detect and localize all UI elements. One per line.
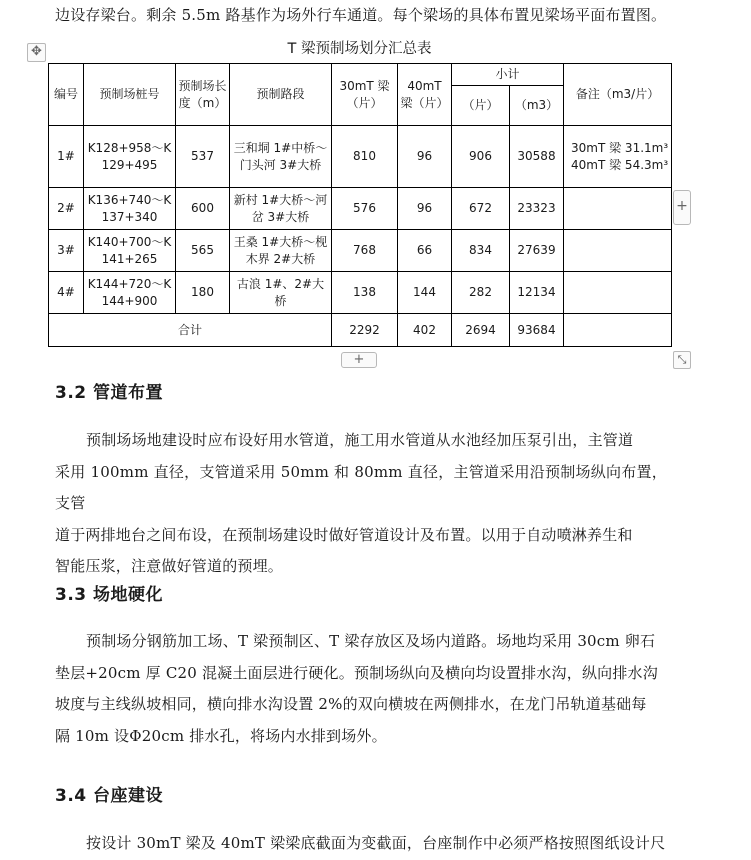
cell-beam40: 66 — [398, 230, 452, 272]
cell-length: 565 — [176, 230, 230, 272]
text-line: 预制场场地建设时应布设好用水管道，施工用水管道从水池经加压泵引出，主管道 — [86, 431, 634, 449]
total-beam30: 2292 — [332, 314, 398, 347]
header-row — [49, 64, 672, 86]
header-subtotal-m3: （m3） — [510, 86, 564, 126]
table-row — [49, 230, 672, 272]
cell-pcs: 672 — [452, 188, 510, 230]
cell-no: 3# — [49, 230, 84, 272]
section-heading: 3.3 场地硬化 — [55, 585, 164, 605]
cell-m3: 30588 — [510, 126, 564, 188]
header-station: 预制场桩号 — [84, 64, 176, 126]
cell-no: 1# — [49, 126, 84, 188]
total-note — [564, 314, 672, 347]
header-segment: 预制路段 — [230, 64, 332, 126]
note-line: 30mT 梁 31.1m³ — [571, 140, 669, 155]
cell-beam30: 576 — [332, 188, 398, 230]
cell-note — [564, 272, 672, 314]
text-line: 预制场分钢筋加工场、T 梁预制区、T 梁存放区及场内道路。场地均采用 30cm 卵石 — [86, 632, 656, 650]
cell-beam30: 138 — [332, 272, 398, 314]
summary-table — [48, 63, 672, 347]
section-heading: 3.2 管道布置 — [55, 383, 164, 403]
cell-m3: 27639 — [510, 230, 564, 272]
cell-beam40: 144 — [398, 272, 452, 314]
intro-paragraph: 边设存梁台。剩余 5.5m 路基作为场外行车通道。每个梁场的具体布置见梁场平面布置图。 — [55, 6, 667, 24]
cell-station: K140+700～K141+265 — [84, 230, 176, 272]
cell-note — [564, 230, 672, 272]
plus-icon: + — [676, 198, 688, 214]
cell-m3: 12134 — [510, 272, 564, 314]
cell-station: K128+958～K129+495 — [84, 126, 176, 188]
cell-segment: 新村 1#大桥～河岔 3#大桥 — [230, 188, 332, 230]
cell-no: 4# — [49, 272, 84, 314]
table-row — [49, 126, 672, 188]
cell-pcs: 906 — [452, 126, 510, 188]
resize-icon[interactable]: ⤡ — [673, 351, 691, 369]
cell-note — [564, 188, 672, 230]
text-line: 智能压浆，注意做好管道的预埋。 — [55, 557, 284, 575]
total-beam40: 402 — [398, 314, 452, 347]
cell-length: 600 — [176, 188, 230, 230]
header-subtotal: 小计 — [452, 64, 564, 86]
header-note: 备注（m3/片） — [564, 64, 672, 126]
cell-note — [564, 126, 672, 188]
cell-pcs: 282 — [452, 272, 510, 314]
section-heading: 3.4 台座建设 — [55, 786, 164, 806]
add-column-button[interactable] — [673, 190, 691, 225]
header-beam40: 40mT 梁（片） — [398, 64, 452, 126]
move-icon[interactable]: ✥ — [27, 43, 46, 62]
cell-segment: 王桑 1#大桥～枧木界 2#大桥 — [230, 230, 332, 272]
cell-beam30: 810 — [332, 126, 398, 188]
total-m3: 93684 — [510, 314, 564, 347]
text-line: 按设计 30mT 梁及 40mT 梁梁底截面为变截面，台座制作中必须严格按照图纸设计尺 — [86, 834, 666, 852]
cell-beam30: 768 — [332, 230, 398, 272]
header-no: 编号 — [49, 64, 84, 126]
paragraph — [55, 626, 667, 752]
add-row-button[interactable] — [341, 352, 377, 368]
note-line: 40mT 梁 54.3m³ — [571, 157, 669, 172]
table-caption: T 梁预制场划分汇总表 — [287, 41, 432, 57]
cell-length: 180 — [176, 272, 230, 314]
table-row — [49, 272, 672, 314]
total-label: 合计 — [49, 314, 332, 347]
paragraph — [55, 425, 667, 583]
text-line: 道于两排地台之间布设，在预制场建设时做好管道设计及布置。以用于自动喷淋养生和 — [55, 525, 633, 544]
header-length: 预制场长度（m） — [176, 64, 230, 126]
text-line: 垫层+20cm 厚 C20 混凝土面层进行硬化。预制场纵向及横向均设置排水沟，纵向排水沟 — [55, 663, 658, 682]
text-line: 采用 100mm 直径，支管道采用 50mm 和 80mm 直径，主管道采用沿预制场纵向布置，支管 — [55, 462, 667, 512]
cell-no: 2# — [49, 188, 84, 230]
cell-station: K136+740～K137+340 — [84, 188, 176, 230]
cell-beam40: 96 — [398, 188, 452, 230]
cell-segment: 三和垌 1#中桥～门头河 3#大桥 — [230, 126, 332, 188]
header-subtotal-pcs: （片） — [452, 86, 510, 126]
cell-station: K144+720～K144+900 — [84, 272, 176, 314]
cell-m3: 23323 — [510, 188, 564, 230]
cell-pcs: 834 — [452, 230, 510, 272]
cell-length: 537 — [176, 126, 230, 188]
total-row — [49, 314, 672, 347]
text-line: 坡度与主线纵坡相同，横向排水沟设置 2%的双向横坡在两侧排水，在龙门吊轨道基础每 — [55, 695, 647, 713]
cell-beam40: 96 — [398, 126, 452, 188]
paragraph — [55, 828, 667, 860]
total-pcs: 2694 — [452, 314, 510, 347]
cell-segment: 古浪 1#、2#大桥 — [230, 272, 332, 314]
header-beam30: 30mT 梁（片） — [332, 64, 398, 126]
table-row — [49, 188, 672, 230]
text-line: 隔 10m 设Φ20cm 排水孔，将场内水排到场外。 — [55, 726, 387, 745]
plus-icon: + — [353, 352, 365, 367]
